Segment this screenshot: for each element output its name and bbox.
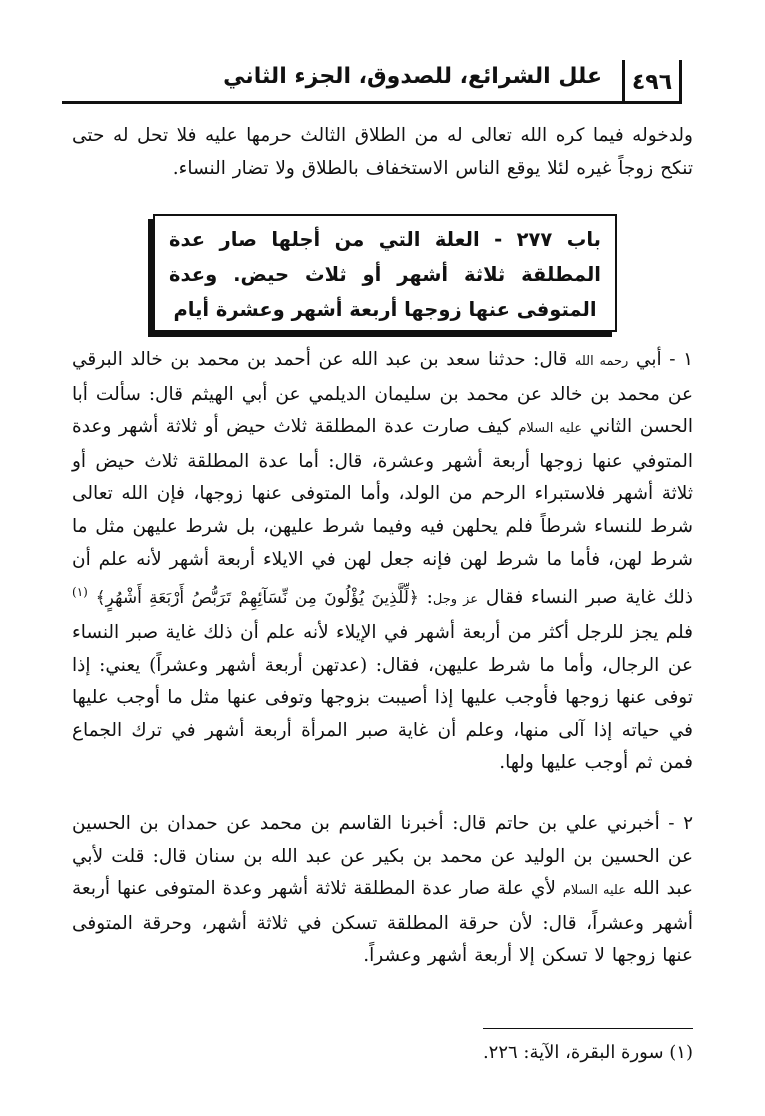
hadith-2-part-b: لأي علة صار عدة المطلقة ثلاثة أشهر وعدة المتوفى عنها أربعة أشهر وعشراً، قال: لأن حرقة المطلقة تسكن في ثلاثة أشهر، وحرقة المتوفى عنها زوجها لا تسكن إلا أربعة أشهر وعشراً. xyxy=(72,878,693,967)
chapter-heading-box xyxy=(153,214,617,332)
page-number: ٤٩٦ xyxy=(622,60,682,104)
running-title: علل الشرائع، للصدوق، الجزء الثاني xyxy=(223,64,602,89)
hadith-2 xyxy=(72,808,693,973)
hadith-1-part-c: : xyxy=(418,587,433,609)
hadith-2-part-a: ٢ - أخبرني علي بن حاتم قال: أخبرنا القاسم بن محمد عن حمدان بن الحسين عن الحسين بن الوليد عن محمد بن بكير عن عبد الله بن سنان قال: قلت لأبي عبد الله xyxy=(72,813,693,900)
quran-verse: ﴿لِّلَّذِينَ يُؤْلُونَ مِن نِّسَآئِهِمْ تَرَبُّصُ أَرْبَعَةِ أَشْهُرٍ﴾ xyxy=(95,588,419,609)
hadith-1-part-a: قال: حدثنا سعد بن عبد الله عن أحمد بن محمد بن خالد البرقي عن محمد بن خالد عن محمد بن سليمان الديلمي عن أبي الهيثم قال: سألت أبا الحسن الثاني xyxy=(72,349,693,438)
hadith-2-text xyxy=(72,808,693,973)
footnote-separator xyxy=(483,1028,693,1029)
paragraph-continuation xyxy=(72,120,693,185)
hadith-1-part-d: فلم يجز للرجل أكثر من أربعة أشهر في الإيلاء لأنه علم أن ذلك غاية صبر النساء عن الرجال، وأما ما شرط عليهن، فقال: (عدتهن أربعة أشهر وعشراً) يعني: إذا توفى عنها زوجها فأوجب عليها إذا أصيبت بزوجها وتوفى عنها مثل ما أوجب عليها في حياته إذا آلى منها، وعلم أن غاية صبر المرأة أربعة أشهر في ترك الجماع فمن ثم أوجب عليها ولها. xyxy=(72,621,693,774)
hadith-1 xyxy=(72,344,693,780)
blessing-mark: رحمه الله xyxy=(574,354,629,369)
chapter-title: باب ٢٧٧ - العلة التي من أجلها صار عدة المطلقة ثلاثة أشهر أو ثلاث حيض. وعدة المتوفى عنها زوجها أربعة أشهر وعشرة أيام xyxy=(169,228,601,321)
page-header xyxy=(62,60,682,104)
footnote: (١) سورة البقرة، الآية: ٢٢٦. xyxy=(482,1042,693,1063)
blessing-mark: عز وجل xyxy=(432,592,479,608)
paragraph-text: ولدخوله فيما كره الله تعالى له من الطلاق الثالث حرمها عليه فلا تحل له حتى تنكح زوجاً غيره لئلا يوقع الناس الاستخفاف بالطلاق ولا تضار النساء. xyxy=(72,125,693,179)
blessing-mark: عليه السلام xyxy=(562,883,626,899)
hadith-1-intro: ١ - أبي xyxy=(635,349,693,370)
hadith-1-part-b: كيف صارت عدة المطلقة ثلاث حيض أو ثلاثة أشهر وعدة المتوفي عنها زوجها أربعة أشهر وعشرة، قال: أما عدة المطلقة ثلاث حيض أو ثلاثة أشهر فلاستبراء الرحم من الولد، وأما المتوفى عنها زوجها، فإن الله تعالى شرط للنساء شرطاً فلم يحلهن فيه وفيما شرط عليهن، بل شرط عليهن مثل ما شرط لهن، فأما ما شرط لهن فإنه جعل لهن في الايلاء أربعة أشهر لأنه علم أن ذلك غاية صبر النساء فقال xyxy=(72,416,693,609)
footnote-marker[interactable]: (١) xyxy=(72,585,88,600)
header-rule xyxy=(62,101,682,104)
blessing-mark: عليه السلام xyxy=(518,421,583,437)
hadith-1-text xyxy=(72,344,693,780)
